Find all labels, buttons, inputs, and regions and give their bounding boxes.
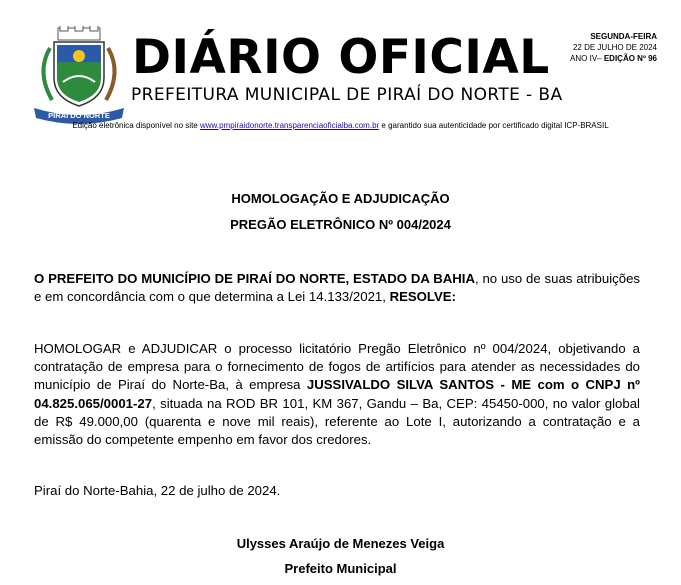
municipal-crest-logo xyxy=(30,26,128,124)
masthead-title: DIÁRIO OFICIAL xyxy=(132,30,550,85)
document-title-line1: HOMOLOGAÇÃO E ADJUDICAÇÃO xyxy=(231,191,450,206)
issue-edition xyxy=(570,53,657,64)
decision-paragraph xyxy=(34,340,640,449)
decision-text-part1: HOMOLOGAR e ADJUDICAR o processo licitatório Pregão Eletrônico nº 004/2024, objetivando a contratação de empresa para o fornecimento de fogos de artifícios para atender as necessidades do município de Piraí do Norte-Ba, à empresa xyxy=(34,341,640,393)
crest-ribbon-text: PIRAÍ DO NORTE xyxy=(48,111,110,120)
decision-company: JUSSIVALDO SILVA SANTOS - ME com o CNPJ nº 04.825.065/0001-27 xyxy=(34,377,640,411)
edition-note-after: e garantido sua autenticidade por certificado digital ICP-BRASIL xyxy=(379,121,609,130)
signer-name: Ulysses Araújo de Menezes Veiga xyxy=(236,536,445,551)
issue-weekday: SEGUNDA-FEIRA xyxy=(590,32,657,41)
intro-text: , no uso de suas atribuições e em concordância com o que determina a Lei 14.133/2021, xyxy=(34,271,640,305)
place-date: Piraí do Norte-Bahia, 22 de julho de 2024. xyxy=(34,483,281,498)
issue-edition-number: EDIÇÃO Nº 96 xyxy=(603,54,657,63)
transparency-site-link[interactable]: www.pmpiraidonorte.transparenciaoficialba.com.br xyxy=(199,121,380,130)
signer-role: Prefeito Municipal xyxy=(284,561,397,576)
document-title-line2: PREGÃO ELETRÔNICO Nº 004/2024 xyxy=(230,217,451,232)
masthead-subtitle: PREFEITURA MUNICIPAL DE PIRAÍ DO NORTE - BA xyxy=(131,85,563,105)
decision-text-part2: , situada na ROD BR 101, KM 367, Gandu – Ba, CEP: 45450-000, no valor global de R$ 49.000,00 (quarenta e nove mil reais), referente ao Lote I, autorizando a contratação e a emissão do competente empenho em favor dos credores. xyxy=(34,395,640,448)
intro-paragraph xyxy=(34,270,640,306)
issue-info xyxy=(570,31,657,64)
edition-note xyxy=(0,121,681,130)
issue-date: 22 DE JULHO DE 2024 xyxy=(572,43,657,52)
issue-year: ANO IV– xyxy=(570,54,604,63)
edition-note-before: Edição eletrônica disponível no site xyxy=(72,121,200,130)
intro-authority: O PREFEITO DO MUNICÍPIO DE PIRAÍ DO NORTE, ESTADO DA BAHIA xyxy=(34,271,475,286)
intro-resolve: RESOLVE: xyxy=(389,289,456,305)
